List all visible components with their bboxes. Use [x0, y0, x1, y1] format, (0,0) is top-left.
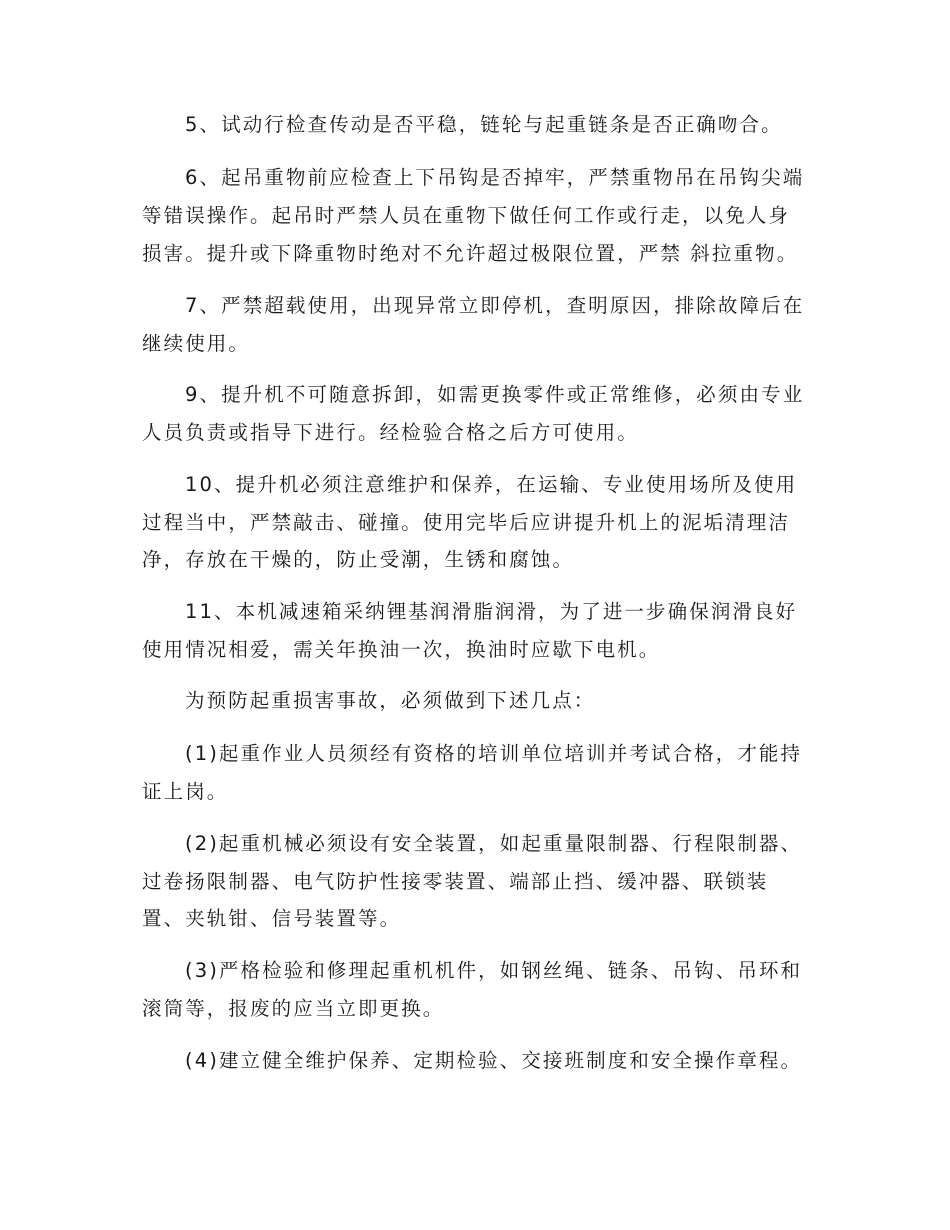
- paragraph-line: (2)起重机械必须设有安全装置，如起重量限制器、行程限制器、: [185, 832, 803, 855]
- paragraph-line: 9、提升机不可随意拆卸，如需更换零件或正常维修，必须由专业: [185, 383, 805, 406]
- paragraph-line: 11、本机减速箱采纳锂基润滑脂润滑，为了进一步确保润滑良好: [185, 600, 798, 623]
- paragraph-line: 使用情况相爱，需关年换油一次，换油时应歇下电机。: [142, 638, 661, 661]
- paragraph-line: 证上岗。: [142, 780, 229, 803]
- paragraph-line: 滚筒等，报废的应当立即更换。: [142, 997, 445, 1020]
- paragraph-line: (4)建立健全维护保养、定期检验、交接班制度和安全操作章程。: [185, 1049, 803, 1072]
- paragraph-line: (1)起重作业人员须经有资格的培训单位培训并考试合格，才能持: [185, 742, 803, 765]
- paragraph-line: 人员负责或指导下进行。经检验合格之后方可使用。: [142, 421, 639, 444]
- paragraph-line: 过程当中，严禁敲击、碰撞。使用完毕后应讲提升机上的泥垢清理洁: [142, 511, 791, 534]
- paragraph-line: 置、夹轨钳、信号装置等。: [142, 907, 402, 930]
- paragraph-line: 损害。提升或下降重物时绝对不允许超过极限位置，严禁 斜拉重物。: [142, 242, 799, 265]
- paragraph-line: 6、起吊重物前应检查上下吊钩是否掉牢，严禁重物吊在吊钩尖端: [185, 166, 805, 189]
- paragraph-line: 过卷扬限制器、电气防护性接零装置、端部止挡、缓冲器、联锁装: [142, 870, 769, 893]
- paragraph-line: 5、试动行检查传动是否平稳，链轮与起重链条是否正确吻合。: [185, 113, 783, 136]
- paragraph-line: (3)严格检验和修理起重机机件，如钢丝绳、链条、吊钩、吊环和: [185, 959, 803, 982]
- paragraph-line: 7、严禁超载使用，出现异常立即停机，查明原因，排除故障后在: [185, 294, 805, 317]
- paragraph-line: 继续使用。: [142, 332, 251, 355]
- paragraph-line: 为预防起重损害事故，必须做到下述几点：: [185, 689, 596, 712]
- paragraph-line: 净，存放在干燥的，防止受潮，生锈和腐蚀。: [142, 548, 575, 571]
- paragraph-line: 等错误操作。起吊时严禁人员在重物下做任何工作或行走，以免人身: [142, 204, 791, 227]
- paragraph-line: 10、提升机必须注意维护和保养，在运输、专业使用场所及使用: [185, 473, 798, 496]
